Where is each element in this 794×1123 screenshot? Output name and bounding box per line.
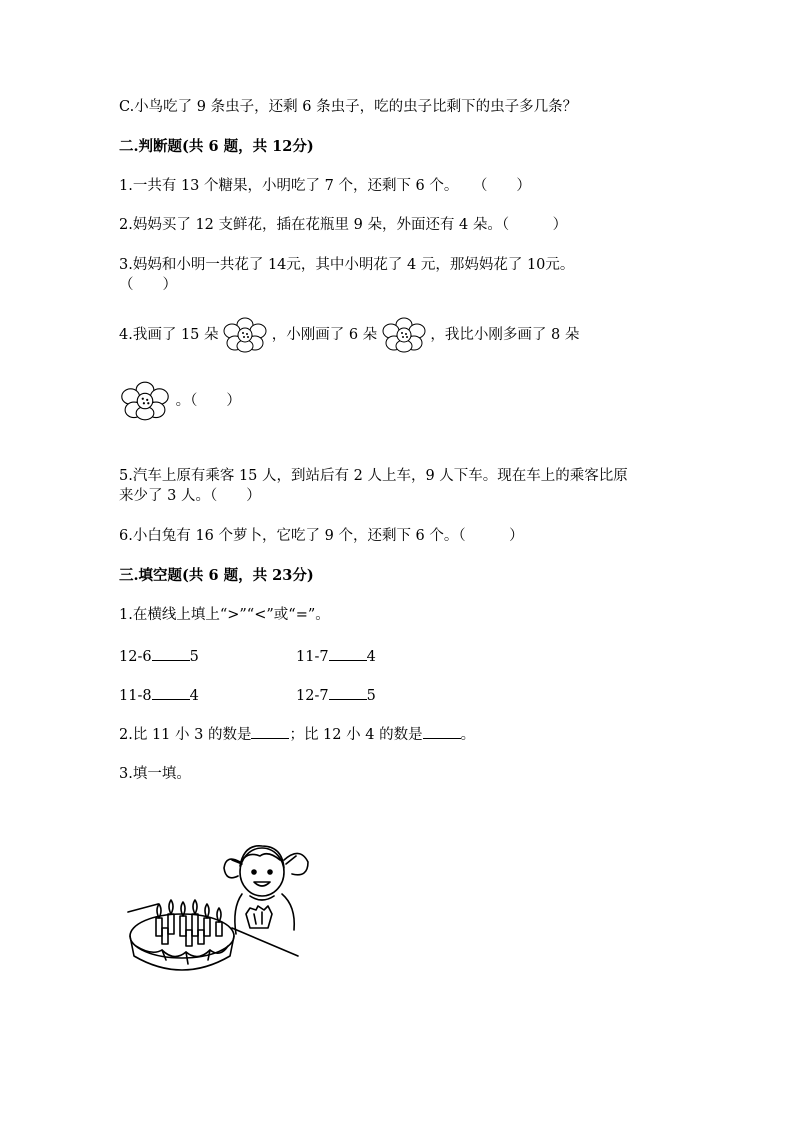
compare-expr: 12-6 — [119, 649, 152, 665]
compare-expr: 11-8 — [119, 688, 152, 704]
judge-q4-text-d: 。（ ） — [175, 393, 241, 409]
compare-row-1 — [119, 646, 519, 667]
flower-icon — [382, 316, 426, 354]
fill-q2-text-a: 2.比 11 小 3 的数是 — [119, 727, 252, 743]
judge-q1: 1.一共有 13 个糖果，小明吃了 7 个，还剩下 6 个。 （ ） — [119, 178, 531, 194]
fill-q2-text-c: 。 — [460, 727, 476, 743]
compare-value: 5 — [366, 688, 376, 704]
answer-blank[interactable] — [423, 724, 461, 739]
section2-title: 二.判断题(共 6 题，共 12分) — [119, 138, 314, 155]
answer-blank[interactable] — [152, 646, 190, 661]
judge-q4-text-c: ，我比小刚多画了 8 朵 — [430, 327, 580, 343]
girl-birthday-cake-illustration — [122, 838, 322, 990]
judge-q4-text-a: 4.我画了 15 朵 — [119, 327, 219, 343]
judge-q6: 6.小白兔有 16 个萝卜，它吃了 9 个，还剩下 6 个。（ ） — [119, 528, 524, 544]
compare-expr: 11-7 — [296, 649, 329, 665]
answer-blank[interactable] — [152, 685, 190, 700]
judge-q4-text-b: ，小刚画了 6 朵 — [271, 327, 378, 343]
question-c: C.小鸟吃了 9 条虫子，还剩 6 条虫子，吃的虫子比剩下的虫子多几条？ — [119, 99, 578, 115]
compare-expr: 12-7 — [296, 688, 329, 704]
answer-blank[interactable] — [329, 685, 367, 700]
compare-value: 5 — [189, 649, 199, 665]
section3-title: 三.填空题(共 6 题，共 23分) — [119, 567, 314, 584]
fill-q2 — [119, 724, 475, 745]
compare-value: 4 — [366, 649, 376, 665]
judge-q3-line1: 3.妈妈和小明一共花了 14元，其中小明花了 4 元，那妈妈花了 10元。 — [119, 257, 575, 273]
judge-q4-line1 — [119, 316, 579, 354]
judge-q5-line1: 5.汽车上原有乘客 15 人，到站后有 2 人上车，9 人下车。现在车上的乘客比原 — [119, 468, 628, 484]
judge-q4-line2 — [119, 380, 241, 422]
judge-q5-line2: 来少了 3 人。（ ） — [119, 488, 261, 504]
answer-blank[interactable] — [251, 724, 289, 739]
judge-q2: 2.妈妈买了 12 支鲜花，插在花瓶里 9 朵，外面还有 4 朵。（ ） — [119, 217, 568, 233]
fill-q2-text-b: ；比 12 小 4 的数是 — [289, 727, 423, 743]
flower-icon — [223, 316, 267, 354]
fill-q3: 3.填一填。 — [119, 766, 191, 782]
flower-icon — [119, 380, 171, 422]
fill-q1: 1.在横线上填上“>”“<”或“=”。 — [119, 607, 330, 623]
answer-blank[interactable] — [329, 646, 367, 661]
compare-row-2 — [119, 685, 519, 706]
judge-q3-line2: （ ） — [119, 277, 177, 293]
compare-value: 4 — [189, 688, 199, 704]
